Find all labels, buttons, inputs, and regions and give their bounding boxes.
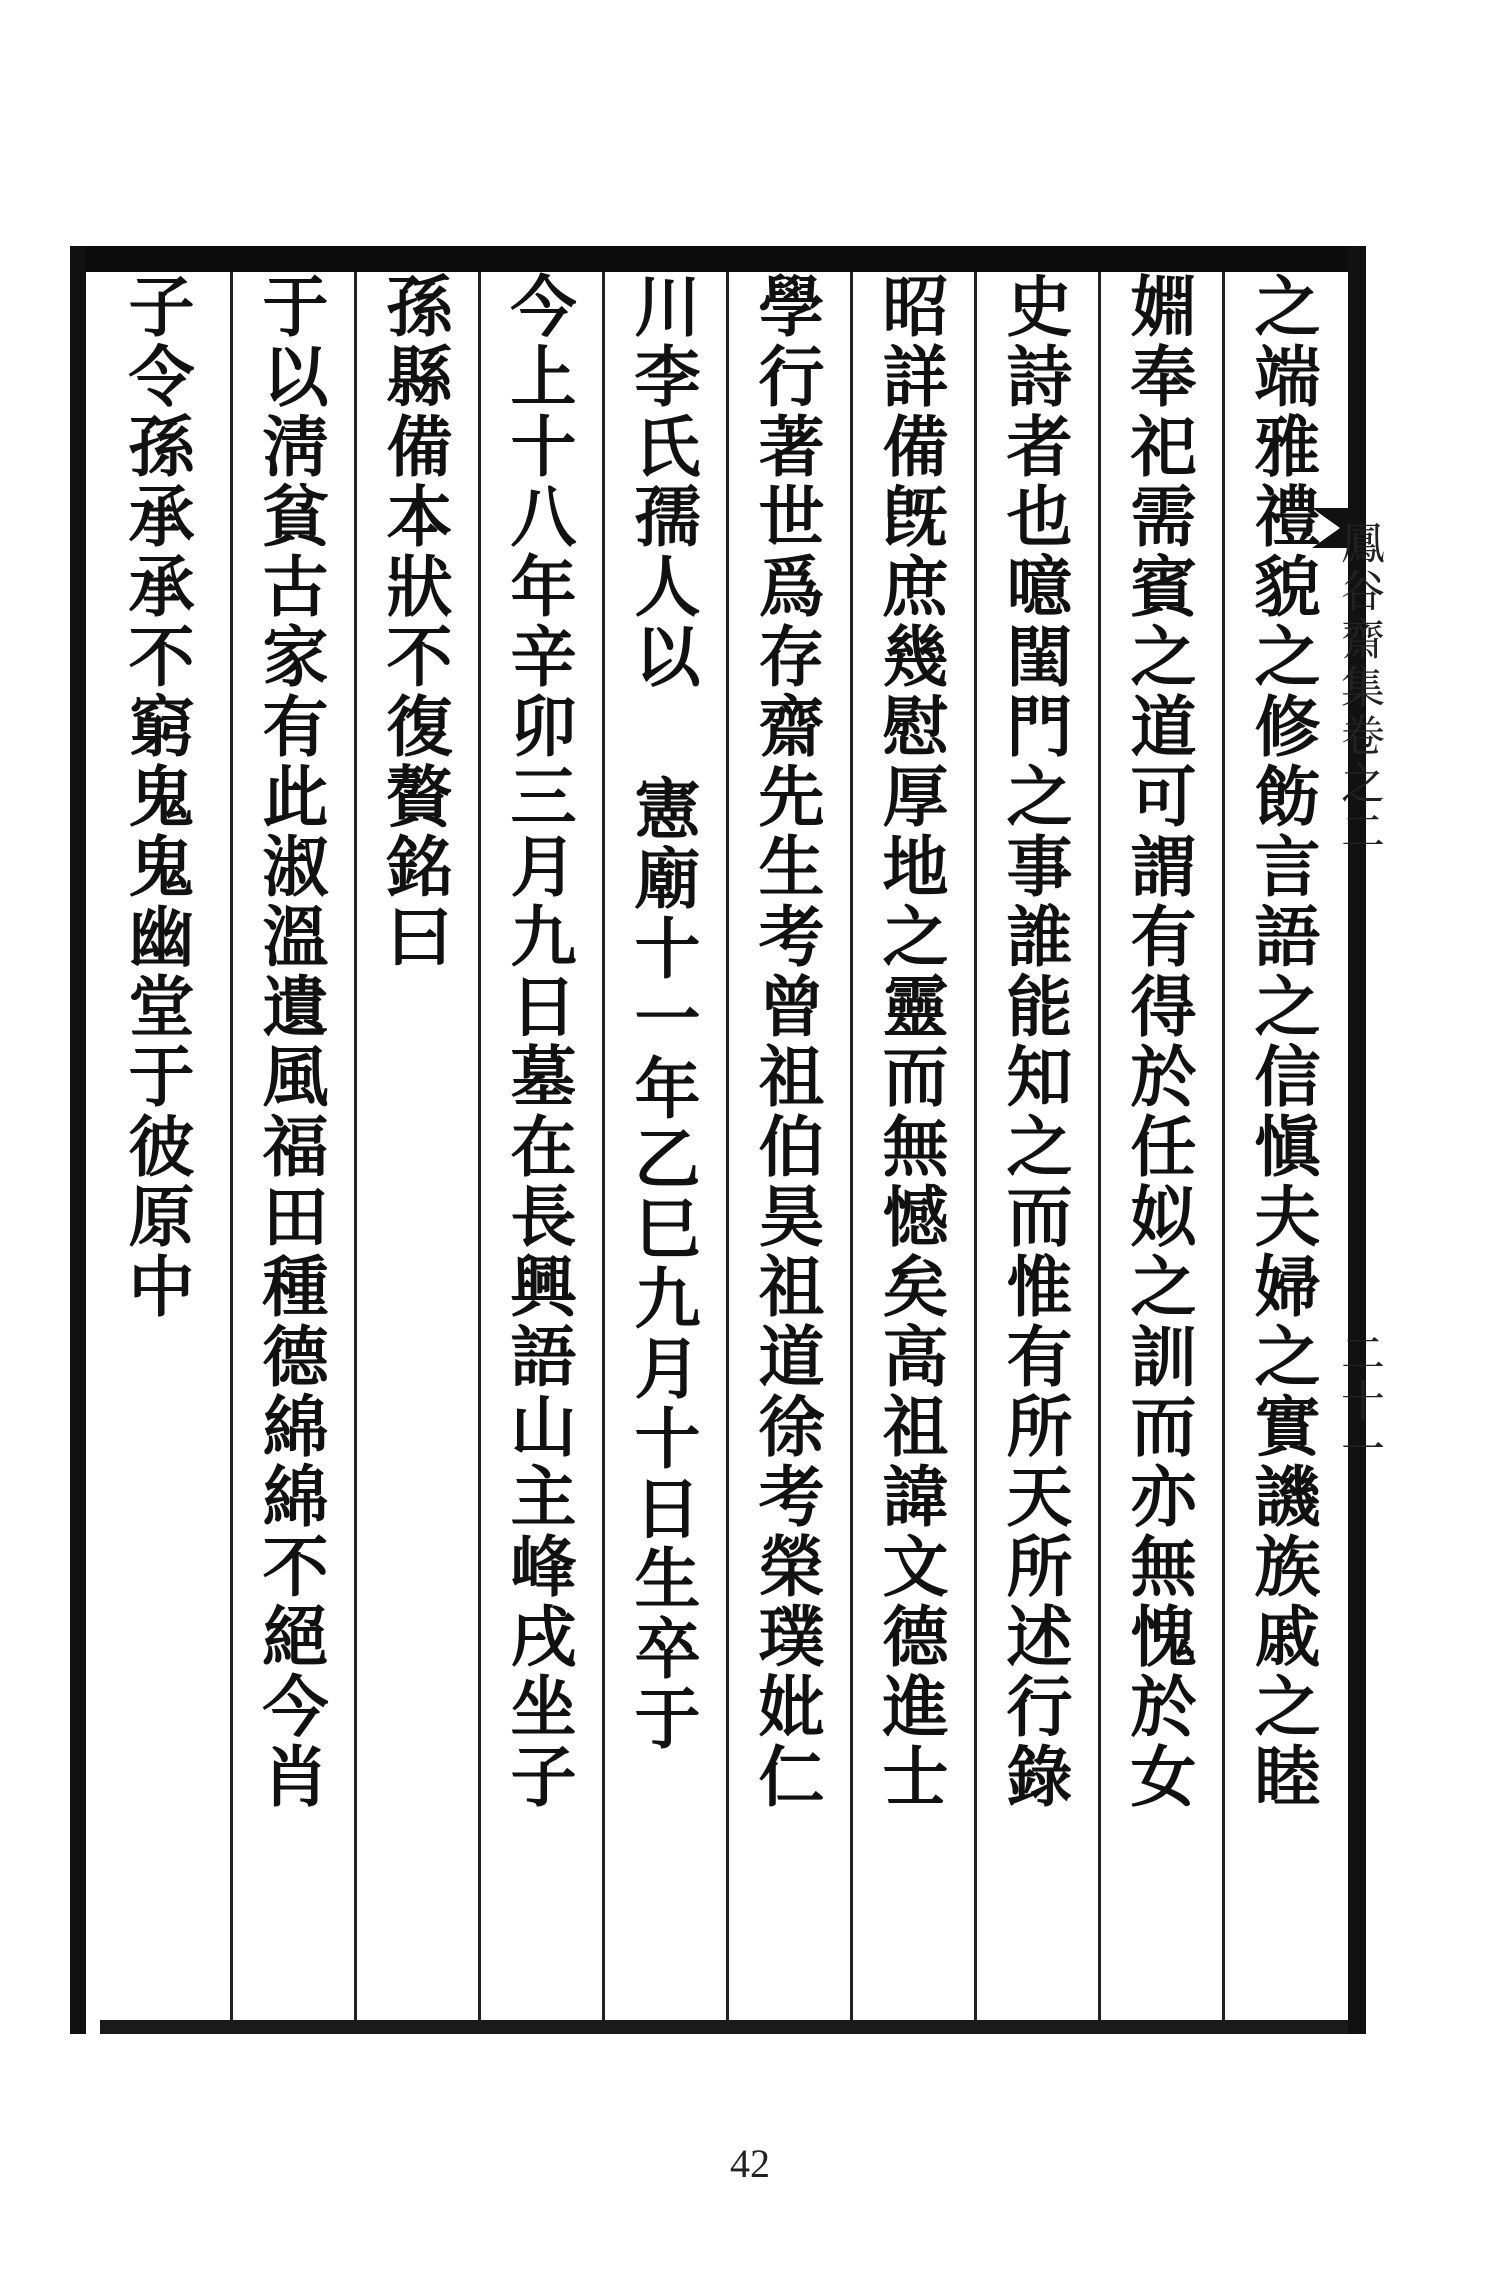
left-border <box>70 246 86 2034</box>
column-divider <box>478 272 481 2020</box>
text-column-5: 學行著世爲存齋先生考曾祖伯昊祖道徐考榮璞妣仁 <box>747 272 825 1812</box>
folio-header: 鳳谷齋集卷之二 <box>1333 520 1384 856</box>
text-column-2: 婣奉祀需賓之道可謂有得於任姒之訓而亦無愧於女 <box>1119 272 1197 1812</box>
column-divider <box>230 272 233 2020</box>
column-divider <box>602 272 605 2020</box>
column-divider <box>354 272 357 2020</box>
text-column-6: 川李氏孺人以 憲廟十一年乙巳九月十日生卒于 <box>623 272 701 1754</box>
page-number: 42 <box>730 2141 770 2186</box>
text-column-9: 于以淸貧古家有此淑溫遺風福田種德綿綿不絕今肖 <box>251 272 329 1812</box>
text-column-7: 今上十八年辛卯三月九日墓在長興語山主峰戌坐子 <box>499 272 577 1812</box>
top-border <box>70 246 1366 272</box>
column-divider <box>974 272 977 2020</box>
column-divider <box>850 272 853 2020</box>
bottom-border <box>100 2020 1366 2034</box>
text-column-4: 昭詳備旣庶幾慰厚地之靈而無憾矣高祖諱文德進士 <box>871 272 949 1812</box>
column-divider <box>1222 272 1225 2020</box>
folio-number: 二十一 <box>1333 1330 1384 1474</box>
text-column-3: 史詩者也噫閨門之事誰能知之而惟有所天所述行錄 <box>995 272 1073 1812</box>
text-column-8: 孫縣備本狀不復贅銘曰 <box>375 272 453 972</box>
column-divider <box>726 272 729 2020</box>
column-divider <box>1098 272 1101 2020</box>
text-column-1: 之端雅禮貌之修飭言語之信愼夫婦之實譏族戚之睦 <box>1243 272 1321 1812</box>
text-column-10: 子令孫承承不窮鬼鬼幽堂于彼原中 <box>117 272 195 1322</box>
